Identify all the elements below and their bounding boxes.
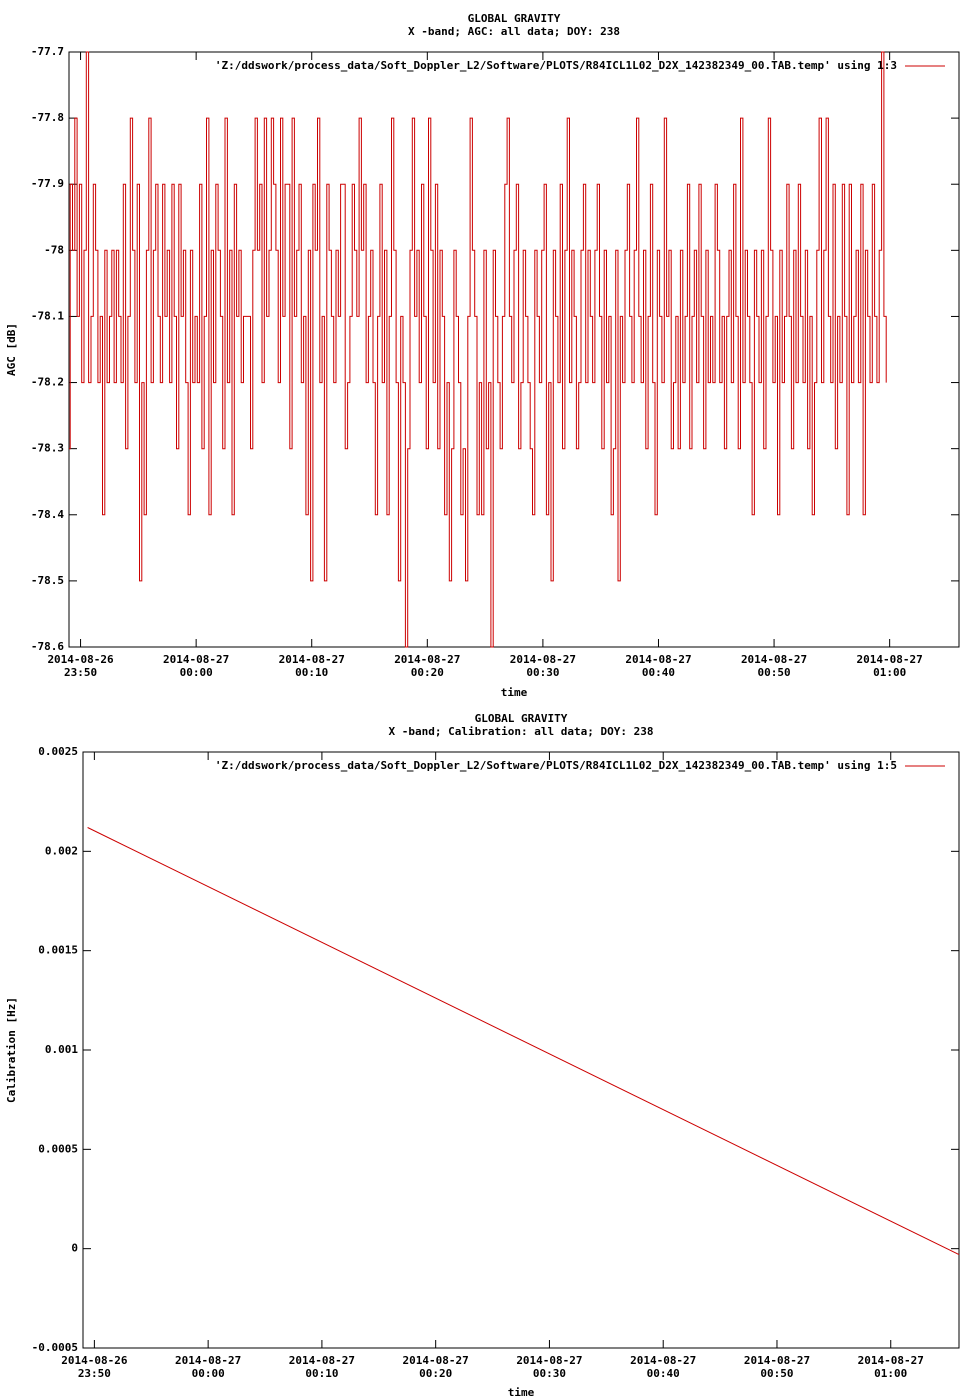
chart-2-x-axis-label: time [507,1386,535,1399]
chart-1-x-tick-label-date: 2014-08-27 [278,653,345,666]
chart-1-x-tick-label-time: 00:20 [410,666,444,679]
chart-2-x-tick-label-date: 2014-08-26 [61,1354,128,1367]
chart-2-x-tick-label-date: 2014-08-27 [630,1354,697,1367]
chart-2-legend-label: 'Z:/ddswork/process_data/Soft_Doppler_L2/Software/PLOTS/R84ICL1L02_D2X_142382349_00.TAB.temp' using 1:5 [214,759,897,772]
chart-1-y-tick-label: -77.8 [30,111,64,125]
chart-2-series-line [88,828,959,1255]
chart-1-x-tick-label-date: 2014-08-27 [163,653,230,666]
chart-2-x-tick-label-time: 23:50 [77,1367,111,1380]
chart-1-y-tick-label: -78.4 [30,507,64,521]
chart-2-x-tick-label-date: 2014-08-27 [743,1354,811,1367]
chart-1-x-tick-label-date: 2014-08-27 [394,653,461,666]
chart-2-x-tick-label-date: 2014-08-27 [175,1354,242,1367]
chart-2-y-tick-label: 0 [71,1241,78,1255]
chart-1-x-tick-label-time: 00:10 [295,666,329,679]
chart-2-x-tick-label-time: 00:30 [532,1367,567,1380]
chart-1-series-line [69,52,886,647]
chart-1-y-tick-label: -78 [44,243,64,257]
chart-2-x-tick-label-date: 2014-08-27 [857,1354,924,1367]
chart-2-y-tick-label: 0.0005 [38,1142,78,1156]
chart-2-x-tick-label-date: 2014-08-27 [288,1354,356,1367]
chart-1-y-axis-label: AGC [dB] [5,323,18,376]
chart-1-y-tick-label: -77.9 [30,177,64,191]
chart-1-x-tick-label-date: 2014-08-26 [47,653,114,666]
chart-1-x-tick-label-time: 00:30 [526,666,560,679]
chart-1-title: GLOBAL GRAVITY [467,12,561,25]
chart-1-subtitle: X -band; AGC: all data; DOY: 238 [408,25,620,38]
chart-2-x-tick-label-date: 2014-08-27 [516,1354,583,1367]
chart-1-x-tick-label-time: 00:00 [179,666,213,679]
chart-1-x-tick-label-date: 2014-08-27 [856,653,923,666]
chart-2-x-tick-label-time: 00:50 [760,1367,794,1380]
chart-1-x-tick-label-date: 2014-08-27 [740,653,808,666]
chart-1-y-tick-label: -77.7 [30,45,64,58]
chart-1-legend-label: 'Z:/ddswork/process_data/Soft_Doppler_L2/Software/PLOTS/R84ICL1L02_D2X_142382349_00.TAB.temp' using 1:3 [214,59,897,72]
chart-1-y-tick-label: -78.5 [30,573,64,587]
chart-1-x-tick-label-time: 00:40 [641,666,676,679]
chart-2-x-tick-label-time: 01:00 [874,1367,908,1380]
chart-2-x-tick-label-time: 00:40 [646,1367,680,1380]
chart-1-x-axis-label: time [500,686,528,699]
chart-2-x-tick-label-time: 00:00 [191,1367,225,1380]
chart-2-x-tick-label-time: 00:10 [305,1367,339,1380]
chart-2-y-tick-label: 0.002 [44,844,78,858]
chart-2-title: GLOBAL GRAVITY [474,712,568,725]
chart-2-y-tick-label: 0.0025 [38,745,78,758]
chart-1-x-tick-label-time: 00:50 [757,666,791,679]
chart-1-y-tick-label: -78.6 [30,640,64,653]
chart-1-x-tick-label-date: 2014-08-27 [509,653,577,666]
chart-2-y-tick-label: 0.0015 [38,943,78,957]
chart-2-y-tick-label: 0.001 [44,1043,78,1056]
chart-1-y-tick-label: -78.3 [30,441,64,455]
chart-1-x-tick-label-time: 01:00 [873,666,907,679]
chart-1-x-tick-label-time: 23:50 [63,666,98,679]
chart-2-subtitle: X -band; Calibration: all data; DOY: 238 [388,725,654,738]
chart-2-x-tick-label-time: 00:20 [419,1367,453,1380]
chart-2-plot-frame [83,752,959,1348]
chart-2-y-axis-label: Calibration [Hz] [5,997,18,1103]
chart-2-x-tick-label-date: 2014-08-27 [402,1354,469,1367]
chart-1-y-tick-label: -78.2 [30,375,64,389]
chart-1-y-tick-label: -78.1 [30,309,64,323]
chart-1-x-tick-label-date: 2014-08-27 [625,653,692,666]
chart-2-y-tick-label: -0.0005 [31,1341,78,1354]
